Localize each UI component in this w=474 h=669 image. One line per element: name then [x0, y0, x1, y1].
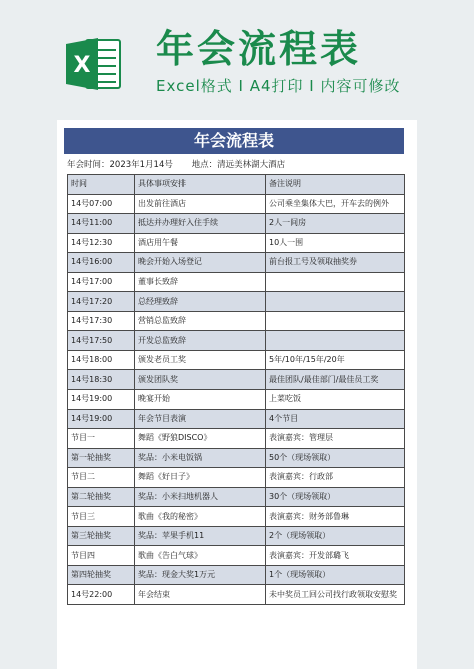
column-header-time: 时间: [68, 175, 135, 195]
cell-time: 14号19:00: [68, 409, 135, 429]
cell-note: 30个（现场领取）: [266, 487, 405, 507]
cell-note: [266, 272, 405, 292]
table-row: [68, 546, 405, 566]
table-row: [68, 214, 405, 234]
cell-time: 14号22:00: [68, 585, 135, 605]
cell-item: 开发总监致辞: [135, 331, 266, 351]
cell-item: 奖品：小米扫地机器人: [135, 487, 266, 507]
table-row: [68, 585, 405, 605]
column-header-item: 具体事项安排: [135, 175, 266, 195]
cell-item: 奖品：苹果手机11: [135, 526, 266, 546]
cell-note: 表演嘉宾：财务部鲁琳: [266, 507, 405, 527]
cell-item: 年会节目表演: [135, 409, 266, 429]
table-row: [68, 311, 405, 331]
cell-item: 歌曲《我的秘密》: [135, 507, 266, 527]
cell-note: 表演嘉宾：开发部璐飞: [266, 546, 405, 566]
cell-time: 14号17:50: [68, 331, 135, 351]
column-header-note: 备注说明: [266, 175, 405, 195]
table-row: [68, 448, 405, 468]
cell-time: 14号19:00: [68, 390, 135, 410]
cell-item: 酒店用午餐: [135, 233, 266, 253]
table-row: [68, 487, 405, 507]
cell-time: 第一轮抽奖: [68, 448, 135, 468]
cell-note: 2个（现场领取）: [266, 526, 405, 546]
cell-item: 奖品：现金大奖1万元: [135, 565, 266, 585]
cell-item: 晚宴开始: [135, 390, 266, 410]
cell-note: 10人一围: [266, 233, 405, 253]
cell-item: 营销总监致辞: [135, 311, 266, 331]
table-row: [68, 194, 405, 214]
excel-logo-icon: [64, 36, 124, 92]
cell-time: 14号07:00: [68, 194, 135, 214]
cell-time: 第二轮抽奖: [68, 487, 135, 507]
cell-time: 14号17:20: [68, 292, 135, 312]
cell-item: 颁发团队奖: [135, 370, 266, 390]
cell-item: 颁发老员工奖: [135, 350, 266, 370]
cell-note: 表演嘉宾：管理层: [266, 429, 405, 449]
schedule-table: [67, 174, 405, 605]
cell-time: 节目三: [68, 507, 135, 527]
page-subtitle: Excel格式 I A4打印 I 内容可修改: [156, 77, 401, 95]
page-title: 年会流程表: [156, 27, 362, 71]
table-row: [68, 565, 405, 585]
cell-note: 未中奖员工回公司找行政领取安慰奖: [266, 585, 405, 605]
cell-time: 14号17:30: [68, 311, 135, 331]
table-row: [68, 468, 405, 488]
cell-item: 舞蹈《好日子》: [135, 468, 266, 488]
cell-note: 5年/10年/15年/20年: [266, 350, 405, 370]
cell-time: 14号17:00: [68, 272, 135, 292]
table-row: [68, 390, 405, 410]
table-row: [68, 507, 405, 527]
cell-time: 节目二: [68, 468, 135, 488]
table-row: [68, 370, 405, 390]
cell-note: 表演嘉宾：行政部: [266, 468, 405, 488]
cell-item: 抵达并办理好入住手续: [135, 214, 266, 234]
cell-note: 2人一间房: [266, 214, 405, 234]
cell-note: [266, 292, 405, 312]
cell-note: 1个（现场领取）: [266, 565, 405, 585]
cell-time: 节目一: [68, 429, 135, 449]
cell-note: 上菜吃饭: [266, 390, 405, 410]
cell-time: 14号16:00: [68, 253, 135, 273]
table-row: [68, 272, 405, 292]
cell-time: 14号12:30: [68, 233, 135, 253]
cell-time: 14号11:00: [68, 214, 135, 234]
cell-note: 最佳团队/最佳部门/最佳员工奖: [266, 370, 405, 390]
event-meta: [67, 157, 407, 173]
cell-time: 14号18:00: [68, 350, 135, 370]
sheet-title: 年会流程表: [64, 128, 404, 154]
cell-item: 出发前往酒店: [135, 194, 266, 214]
cell-item: 晚会开始入场登记: [135, 253, 266, 273]
cell-item: 总经理致辞: [135, 292, 266, 312]
cell-time: 节目四: [68, 546, 135, 566]
table-row: [68, 253, 405, 273]
cell-note: 50个（现场领取）: [266, 448, 405, 468]
cell-time: 14号18:30: [68, 370, 135, 390]
cell-time: 第三轮抽奖: [68, 526, 135, 546]
cell-item: 奖品：小米电饭锅: [135, 448, 266, 468]
cell-item: 年会结束: [135, 585, 266, 605]
table-row: [68, 350, 405, 370]
table-header-row: [68, 175, 405, 195]
cell-note: 公司乘坐集体大巴，开车去的例外: [266, 194, 405, 214]
cell-note: 前台报工号及领取抽奖券: [266, 253, 405, 273]
event-time: 年会时间：2023年1月14号: [67, 160, 173, 170]
table-row: [68, 233, 405, 253]
table-row: [68, 292, 405, 312]
table-row: [68, 429, 405, 449]
banner-header: [0, 0, 474, 120]
cell-note: [266, 331, 405, 351]
cell-item: 董事长致辞: [135, 272, 266, 292]
spreadsheet-page: [57, 120, 417, 669]
cell-item: 歌曲《告白气球》: [135, 546, 266, 566]
cell-note: [266, 311, 405, 331]
table-row: [68, 526, 405, 546]
cell-note: 4个节目: [266, 409, 405, 429]
table-row: [68, 331, 405, 351]
cell-item: 舞蹈《野狼DISCO》: [135, 429, 266, 449]
logo-letter: X: [73, 53, 91, 78]
table-row: [68, 409, 405, 429]
cell-time: 第四轮抽奖: [68, 565, 135, 585]
event-venue: 地点：清远美林湖大酒店: [191, 160, 286, 170]
